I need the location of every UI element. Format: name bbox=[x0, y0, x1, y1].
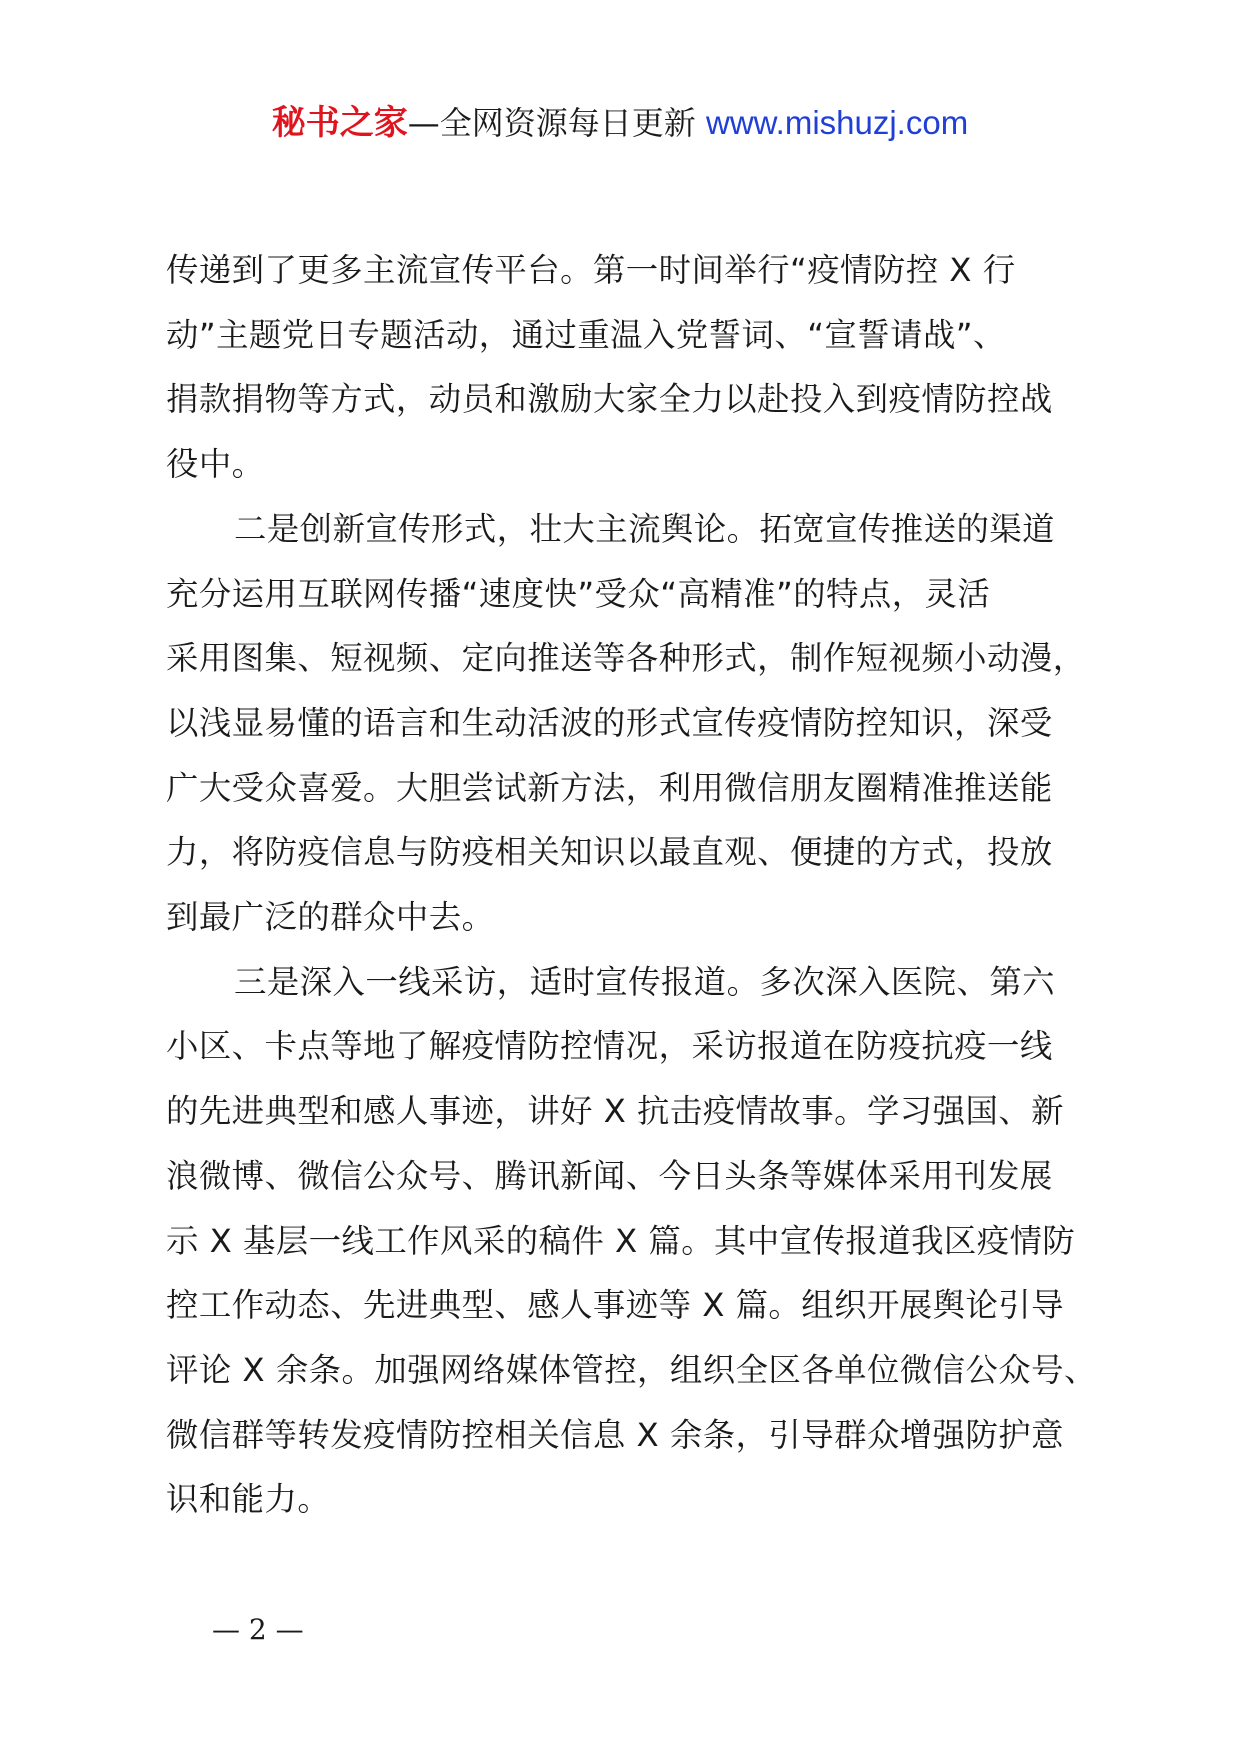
text-line: 传递到了更多主流宣传平台。第一时间举行“疫情防控 X 行 bbox=[166, 251, 1016, 289]
text-line: 识和能力。 bbox=[166, 1480, 331, 1519]
text-line: 广大受众喜爱。大胆尝试新方法，利用微信朋友圈精准推送能 bbox=[166, 768, 1053, 807]
header-tagline: —全网资源每日更新 bbox=[407, 104, 696, 142]
text-line: 充分运用互联网传播“速度快”受众“高精准”的特点，灵活 bbox=[166, 574, 991, 613]
text-line: 小区、卡点等地了解疫情防控情况，采访报道在防疫抗疫一线 bbox=[166, 1027, 1053, 1066]
text-line: 捐款捐物等方式，动员和激励大家全力以赴投入到疫情防控战 bbox=[166, 380, 1053, 419]
text-line: 二是创新宣传形式，壮大主流舆论。拓宽宣传推送的渠道 bbox=[234, 509, 1056, 548]
paragraph-three bbox=[166, 950, 1111, 1532]
text-line: 微信群等转发疫情防控相关信息 X 余条，引导群众增强防护意 bbox=[166, 1415, 1064, 1454]
text-line: 评论 X 余条。加强网络媒体管控，组织全区各单位微信公众号、 bbox=[166, 1350, 1097, 1389]
text-line: 力，将防疫信息与防疫相关知识以最直观、便捷的方式，投放 bbox=[166, 833, 1053, 872]
text-line: 控工作动态、先进典型、感人事迹等 X 篇。组织开展舆论引导 bbox=[166, 1286, 1064, 1325]
paragraph-continued bbox=[166, 238, 1111, 497]
text-line: 到最广泛的群众中去。 bbox=[166, 898, 495, 937]
text-line: 采用图集、短视频、定向推送等各种形式，制作短视频小动漫， bbox=[166, 639, 1086, 678]
text-line: 的先进典型和感人事迹，讲好 X 抗击疫情故事。学习强国、新 bbox=[166, 1092, 1064, 1131]
site-url: www.mishuzj.com bbox=[705, 104, 969, 141]
brand-name: 秘书之家 bbox=[271, 103, 408, 143]
watermark-header bbox=[0, 98, 1240, 148]
text-line: 役中。 bbox=[166, 445, 265, 484]
text-line: 浪微博、微信公众号、腾讯新闻、今日头条等媒体采用刊发展 bbox=[166, 1156, 1053, 1195]
text-line: 示 X 基层一线工作风采的稿件 X 篇。其中宣传报道我区疫情防 bbox=[166, 1221, 1076, 1260]
paragraph-two bbox=[166, 497, 1111, 950]
text-line: 动”主题党日专题活动，通过重温入党誓词、“宣誓请战”、 bbox=[166, 315, 1006, 354]
document-body bbox=[166, 238, 1111, 1532]
text-line: 三是深入一线采访，适时宣传报道。多次深入医院、第六 bbox=[234, 962, 1056, 1001]
text-line: 以浅显易懂的语言和生动活波的形式宣传疫情防控知识，深受 bbox=[166, 703, 1053, 742]
page-number: — 2 — bbox=[212, 1613, 304, 1646]
